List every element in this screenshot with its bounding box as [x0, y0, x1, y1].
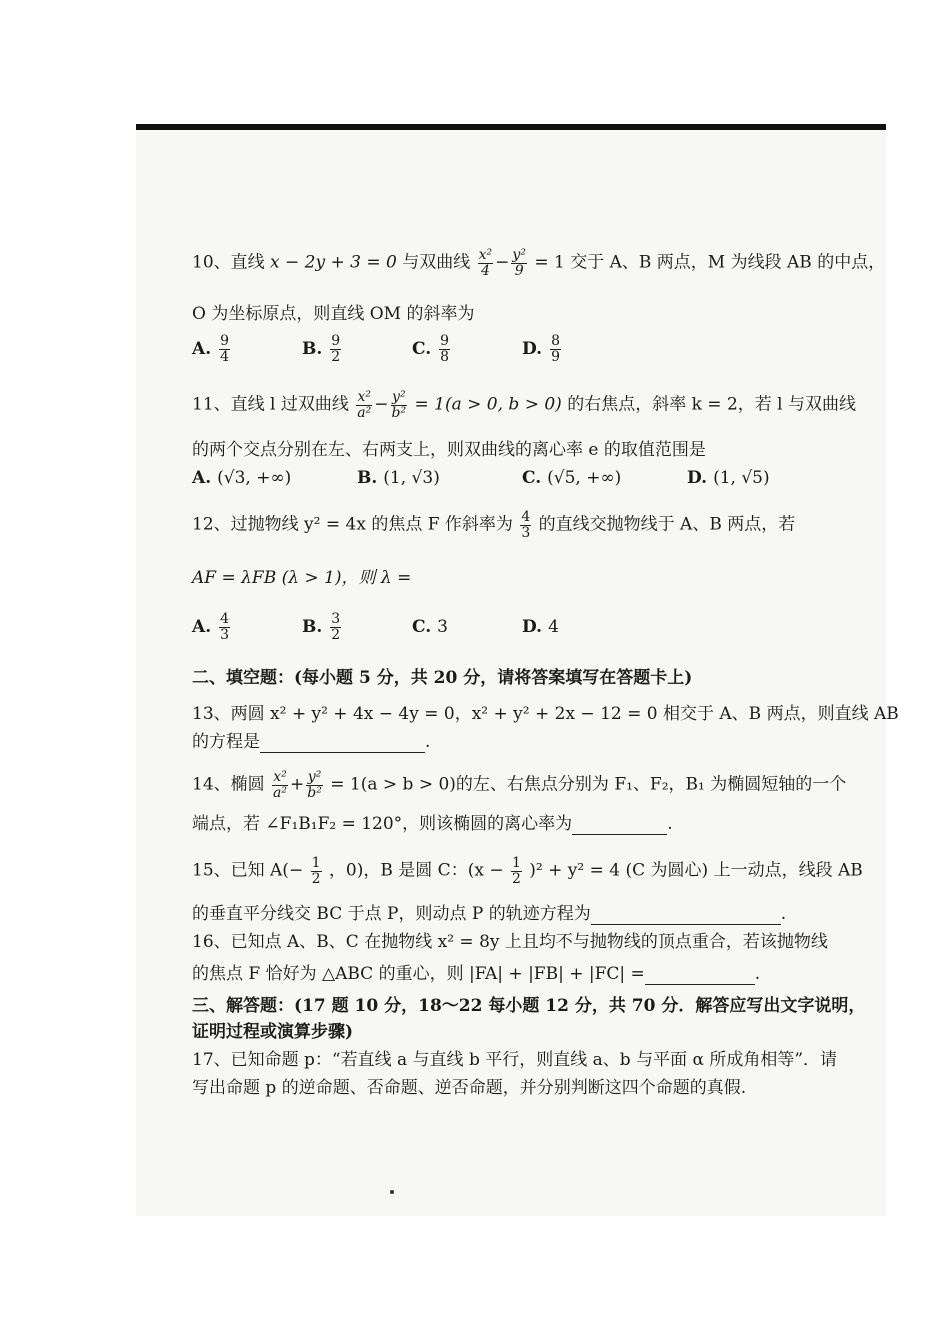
q12-option-a: A. $\frac{4}{3}$: [192, 611, 230, 643]
q10-option-b: B. $\frac{9}{2}$: [302, 333, 341, 365]
q11-frac-y: $\frac{\text{y²}}{\text{b²}}$: [391, 389, 407, 421]
q15-prefix: 15、已知 A(−: [192, 860, 304, 881]
q14-line1: [192, 770, 846, 800]
q13-line2: 的方程是 .: [192, 732, 431, 752]
header-rule: [136, 124, 886, 130]
q10-prefix: 10、直线: [192, 252, 265, 273]
q10-rest: 交于 A、B 两点，M 为线段 AB 的中点，: [570, 252, 886, 273]
q11-option-a: A. (√3, +∞): [192, 468, 292, 488]
q13-answer-blank[interactable]: [260, 732, 425, 753]
q11-line1: [192, 390, 856, 420]
q10-option-a: A. $\frac{9}{4}$: [192, 333, 230, 365]
q12-option-d: D. 4: [522, 616, 559, 637]
q10-options: [192, 334, 632, 364]
q16-answer-blank[interactable]: [645, 964, 755, 985]
section-3-heading-cont: 证明过程或演算步骤): [192, 1022, 354, 1042]
q12-rest: 的直线交抛物线于 A、B 两点，若: [538, 514, 796, 535]
q10-eq: = 1: [534, 252, 565, 273]
q13-line1: 13、两圆 x² + y² + 4x − 4y = 0，x² + y² + 2x − 12 = 0 相交于 A、B 两点，则直线 AB: [192, 704, 899, 724]
scan-speck: [390, 1190, 394, 1194]
q11-options: [192, 468, 852, 488]
q14-line2: 端点，若 ∠F₁B₁F₂ = 120°，则该椭圆的离心率为 .: [192, 814, 673, 834]
section-2-heading: 二、填空题：(每小题 5 分，共 20 分，请将答案填写在答题卡上): [192, 668, 693, 688]
q12-option-c: C. 3: [412, 616, 448, 637]
q14-answer-blank[interactable]: [572, 814, 667, 835]
q10-line-equation: x − 2y + 3 = 0: [270, 252, 397, 273]
q16-line2: 的焦点 F 恰好为 △ABC 的重心，则 |FA| + |FB| + |FC| = .: [192, 964, 761, 984]
q10-minus: −: [495, 252, 510, 273]
q10-line1: [192, 248, 885, 278]
q12-options: [192, 612, 632, 642]
q15-frac-c: $\frac{1}{2}$: [511, 855, 521, 887]
q14-frac-x: $\frac{\text{x²}}{\text{a²}}$: [273, 769, 288, 801]
section-3-heading: 三、解答题：(17 题 10 分，18～22 每小题 12 分，共 70 分．解答应写出文字说明，: [192, 996, 866, 1016]
q10-option-d: D. $\frac{8}{9}$: [522, 333, 560, 365]
q14-frac-y: $\frac{\text{y²}}{\text{b²}}$: [307, 769, 322, 801]
q10-option-c: C. $\frac{9}{8}$: [412, 333, 450, 365]
q17-line2: 写出命题 p 的逆命题、否命题、逆否命题，并分别判断这四个命题的真假.: [192, 1078, 747, 1098]
q12-slope-frac: $\frac{4}{3}$: [521, 509, 531, 541]
q16-line1: 16、已知点 A、B、C 在抛物线 x² = 8y 上且均不与抛物线的顶点重合，若该抛物线: [192, 932, 828, 952]
q11-minus: −: [374, 394, 389, 415]
q10-line2: O 为坐标原点，则直线 OM 的斜率为: [192, 304, 475, 324]
q11-option-d: D. (1, √5): [687, 468, 770, 488]
q10-text: 与双曲线: [402, 252, 471, 273]
q15-rest: )² + y² = 4 (C 为圆心) 上一动点，线段 AB: [529, 860, 863, 881]
q12-option-b: B. $\frac{3}{2}$: [302, 611, 341, 643]
q11-prefix: 11、直线 l 过双曲线: [192, 394, 349, 415]
q15-line2: 的垂直平分线交 BC 于点 P，则动点 P 的轨迹方程为 .: [192, 904, 787, 924]
q12-line1: [192, 510, 795, 540]
q17-line1: 17、已知命题 p：“若直线 a 与直线 b 平行，则直线 a、b 与平面 α 所成角相等”．请: [192, 1050, 838, 1070]
q11-option-c: C. (√5, +∞): [522, 468, 622, 488]
q11-condition: = 1(a > 0, b > 0): [414, 394, 562, 415]
q15-mid: ，0)，B 是圆 C：(x −: [328, 860, 504, 881]
q12-line2: AF = λFB (λ > 1)，则 λ =: [192, 568, 412, 588]
q11-line2: 的两个交点分别在左、右两支上，则双曲线的离心率 e 的取值范围是: [192, 440, 706, 460]
q15-answer-blank[interactable]: [591, 904, 781, 925]
q14-plus: +: [290, 774, 305, 795]
q15-line1: [192, 856, 863, 886]
q11-option-b: B. (1, √3): [357, 468, 440, 488]
q10-frac-x: $\frac{\text{x²}}{4}$: [478, 247, 493, 279]
q10-frac-y: $\frac{\text{y²}}{9}$: [512, 247, 526, 279]
q14-rest: = 1(a > b > 0)的左、右焦点分别为 F₁、F₂，B₁ 为椭圆短轴的一个: [330, 774, 847, 795]
q14-prefix: 14、椭圆: [192, 774, 265, 795]
q11-frac-x: $\frac{\text{x²}}{\text{a²}}$: [357, 389, 372, 421]
q15-frac-a: $\frac{1}{2}$: [311, 855, 321, 887]
q12-prefix: 12、过抛物线 y² = 4x 的焦点 F 作斜率为: [192, 514, 513, 535]
q11-rest: 的右焦点，斜率 k = 2，若 l 与双曲线: [567, 394, 857, 415]
